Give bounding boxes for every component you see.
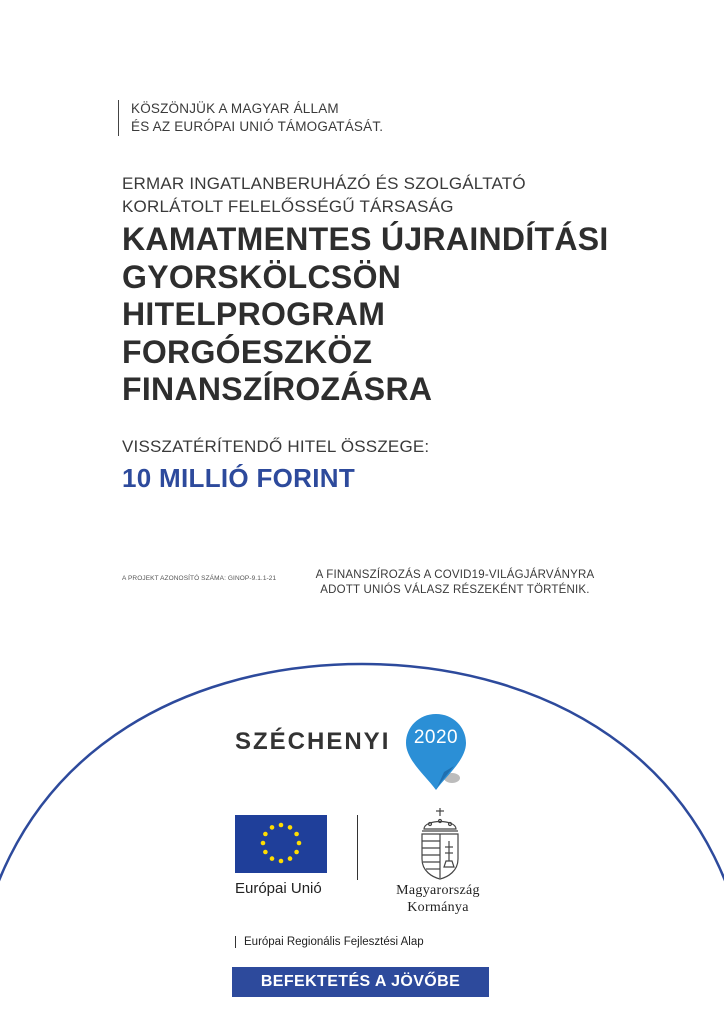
program-title-line: FINANSZÍROZÁSRA	[122, 371, 433, 407]
company-line-2: KORLÁTOLT FELELŐSSÉGŰ TÁRSASÁG	[122, 197, 454, 216]
loan-amount-label: VISSZATÉRÍTENDŐ HITEL ÖSSZEGE:	[122, 437, 430, 456]
location-pin-icon	[404, 712, 468, 792]
program-title-line: KAMATMENTES ÚJRAINDÍTÁSI	[122, 221, 609, 257]
program-title-line: FORGÓESZKÖZ	[122, 333, 373, 370]
szechenyi-year: 2020	[413, 727, 459, 748]
program-title-line: GYORSKÖLCSÖN	[122, 258, 402, 295]
thanks-line-1: KÖSZÖNJÜK A MAGYAR ÁLLAM	[131, 101, 339, 116]
government-label	[380, 882, 496, 916]
logo-divider	[357, 815, 358, 880]
invest-banner: BEFEKTETÉS A JÖVŐBE	[232, 967, 489, 997]
eu-label: Európai Unió	[235, 880, 322, 897]
covid-note-line-1: A FINANSZÍROZÁS A COVID19-VILÁGJÁRVÁNYRA	[315, 569, 595, 581]
government-label-line-2: Kormánya	[407, 900, 469, 915]
eu-flag-icon	[235, 815, 327, 873]
hungarian-coat-of-arms-icon	[416, 807, 464, 881]
company-line-1: ERMAR INGATLANBERUHÁZÓ ÉS SZOLGÁLTATÓ	[122, 174, 526, 193]
covid-note-line-2: ADOTT UNIÓS VÁLASZ RÉSZEKÉNT TÖRTÉNIK.	[320, 584, 590, 596]
fund-name: Európai Regionális Fejlesztési Alap	[235, 936, 424, 948]
program-title-line: HITELPROGRAM	[122, 296, 386, 332]
project-id: A PROJEKT AZONOSÍTÓ SZÁMA: GINOP-9.1.1-21	[122, 575, 277, 582]
loan-amount-value: 10 MILLIÓ FORINT	[122, 463, 356, 493]
thanks-line-2: ÉS AZ EURÓPAI UNIÓ TÁMOGATÁSÁT.	[131, 119, 384, 134]
szechenyi-logo-text: SZÉCHENYI	[235, 728, 391, 755]
government-label-line-1: Magyarország	[396, 883, 480, 898]
